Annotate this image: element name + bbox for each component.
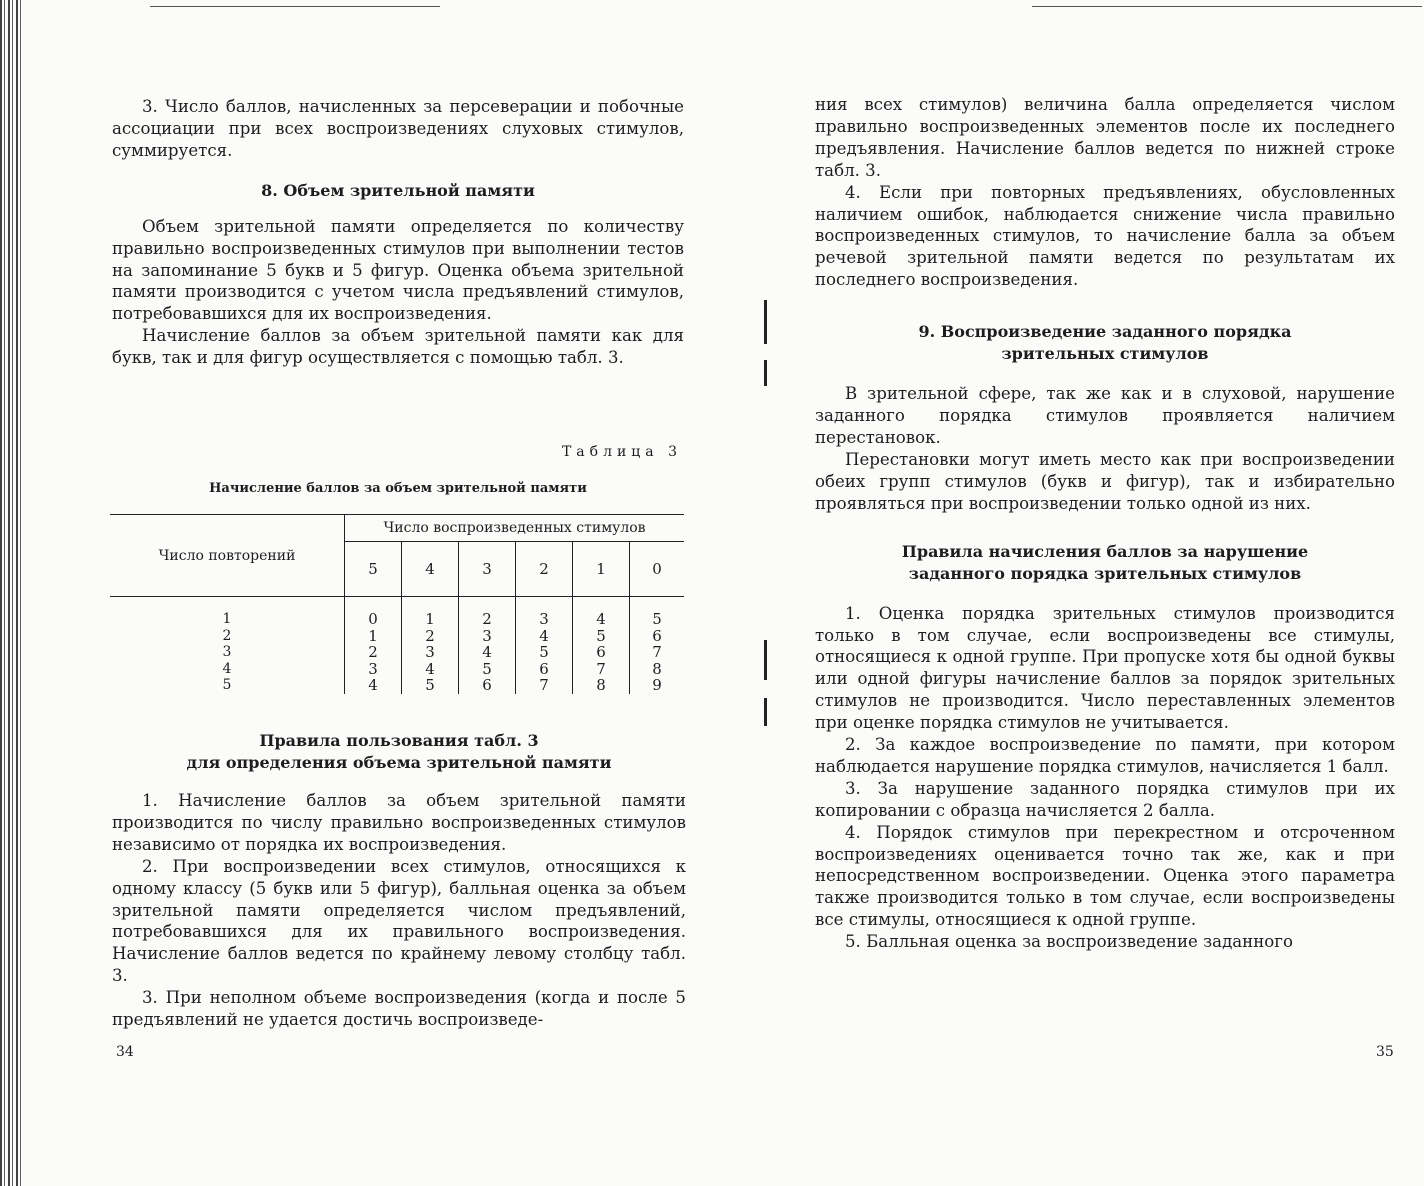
table-value-column: 1 2 3 4 5 (402, 597, 459, 694)
order-rule-1: 1. Оценка порядка зрительных стимулов производится только в том случае, если воспроизведены все стимулы, относящиеся к одной группе. При пропуске хотя бы одной буквы или одной фигуры начисление баллов за порядок зрительных стимулов не производится. Число переставленных элементов при оценке порядка стимулов не учитывается. (815, 603, 1395, 733)
table-column-header: 1 (573, 542, 630, 597)
order-rule-5: 5. Балльная оценка за воспроизведение заданного (845, 932, 1293, 952)
rules-heading-order-line1: Правила начисления баллов за нарушение (901, 541, 1309, 561)
scan-edge-line (1032, 6, 1422, 7)
paragraph-continuation: ния всех стимулов) величина балла определяется числом правильно воспроизведенных элементов после их последнего предъявления. Начисление баллов ведется по нижней строке табл. 3. (815, 95, 1395, 180)
margin-mark (764, 640, 767, 680)
table-row-header: Число повторений (110, 515, 345, 597)
paragraph-permutations-groups: Перестановки могут иметь место как при воспроизведении обеих групп стимулов (букв и фигур), так и избирательно проявляться при воспроизведении только одной из них. (815, 449, 1395, 513)
rule-3: 3. При неполном объеме воспроизведения (когда и после 5 предъявлений не удается достичь воспроизведе- (112, 988, 686, 1030)
left-text-top (112, 96, 684, 369)
margin-mark (764, 300, 767, 344)
scan-edge-line (150, 6, 440, 7)
rules-heading-order-line2: заданного порядка зрительных стимулов (908, 563, 1302, 583)
paragraph-perseverations: 3. Число баллов, начисленных за персеверации и побочные ассоциации при всех воспроизведениях слуховых стимулов, суммируется. (112, 97, 684, 160)
order-rule-2: 2. За каждое воспроизведение по памяти, при котором наблюдается нарушение порядка стимулов, начисляется 1 балл. (815, 735, 1395, 776)
paragraph-permutations: В зрительной сфере, так же как и в слуховой, нарушение заданного порядка стимулов проявляется наличием перестановок. (815, 384, 1395, 447)
page-number-left: 34 (116, 1044, 134, 1060)
rule-4: 4. Если при повторных предъявлениях, обусловленных наличием ошибок, наблюдается снижение числа правильно воспроизведенных стимулов, то начисление балла за объем речевой зрительной памяти ведется по результатам их последнего воспроизведения. (815, 182, 1395, 290)
section-heading-order-line2: зрительных стимулов (1001, 344, 1209, 364)
table-value-column: 3 4 5 6 7 (516, 597, 573, 694)
score-table (110, 514, 684, 694)
book-binding (0, 0, 22, 1186)
table-value-column: 0 1 2 3 4 (345, 597, 402, 694)
rules-heading-line1: Правила пользования табл. 3 (259, 731, 539, 750)
right-text (815, 94, 1395, 953)
rule-1: 1. Начисление баллов за объем зрительной памяти производится по числу правильно воспроизведенных стимулов независимо от порядка их воспроизведения. (112, 791, 686, 854)
table-group-header: Число воспроизведенных стимулов (345, 515, 685, 542)
table-value-column: 2 3 4 5 6 (459, 597, 516, 694)
table-caption: Начисление баллов за объем зрительной памяти (209, 481, 587, 496)
rule-2: 2. При воспроизведении всех стимулов, относящихся к одному классу (5 букв или 5 фигур), балльная оценка за объем зрительной памяти определяется числом предъявлений, потребовавшихся для их правильного воспроизведения. Начисление баллов ведется по крайнему левому столбцу табл. 3. (112, 856, 686, 986)
section-heading-visual-memory: 8. Объем зрительной памяти (261, 180, 535, 200)
table-column-header: 2 (516, 542, 573, 597)
order-rule-3: 3. За нарушение заданного порядка стимулов при их копировании с образца начисляется 2 балла. (815, 778, 1395, 820)
table-column-header: 3 (459, 542, 516, 597)
margin-mark (764, 360, 767, 386)
table-repetitions-column: 1 2 3 4 5 (222, 611, 232, 693)
table-column-header: 4 (402, 542, 459, 597)
left-text-bottom (112, 730, 686, 1031)
section-heading-order-line1: 9. Воспроизведение заданного порядка (918, 322, 1292, 342)
table-value-column: 5 6 7 8 9 (630, 597, 684, 694)
right-page (712, 0, 1424, 1186)
rules-heading-line2: для определения объема зрительной памяти (186, 753, 612, 772)
page-number-right: 35 (1376, 1044, 1394, 1060)
table-label: Таблица 3 (561, 444, 682, 460)
table-column-header: 5 (345, 542, 402, 597)
order-rule-4: 4. Порядок стимулов при перекрестном и отсроченном воспроизведениях оценивается точно так же, как и при непосредственном воспроизведении. Оценка этого параметра также производится только в том случае, если воспроизведены все стимулы, относящиеся к одной группе. (815, 822, 1395, 930)
margin-mark (764, 698, 767, 726)
table-value-column: 4 5 6 7 8 (573, 597, 630, 694)
paragraph-visual-memory-volume: Объем зрительной памяти определяется по количеству правильно воспроизведенных стимулов при выполнении тестов на запоминание 5 букв и 5 фигур. Оценка объема зрительной памяти производится с учетом числа предъявлений стимулов, потребовавшихся для их воспроизведения. (112, 216, 684, 324)
table-column-header: 0 (630, 542, 684, 597)
paragraph-scoring-reference: Начисление баллов за объем зрительной памяти как для букв, так и для фигур осуществляется с помощью табл. 3. (112, 326, 684, 368)
